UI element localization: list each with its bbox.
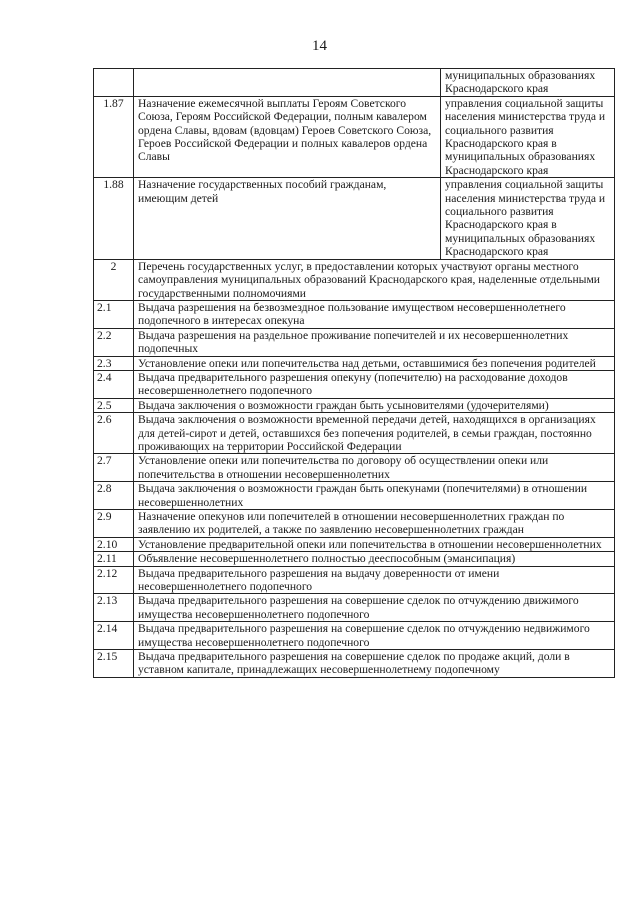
section-number: 2 bbox=[94, 259, 134, 300]
table-row bbox=[94, 482, 615, 510]
responsible-body: муниципальных образованиях Краснодарского края bbox=[441, 69, 615, 97]
service-name: Выдача предварительного разрешения на выдачу доверенности от имени несовершеннолетнего подопечного bbox=[134, 566, 615, 594]
responsible-body: управления социальной защиты населения министерства труда и социального развития Краснодарского края в муниципальных образованиях Краснодарского края bbox=[441, 96, 615, 177]
table-row bbox=[94, 96, 615, 177]
row-number: 2.15 bbox=[94, 650, 134, 678]
service-name: Установление опеки или попечительства над детьми, оставшимися без попечения родителей bbox=[134, 356, 615, 370]
table-row bbox=[94, 594, 615, 622]
section-title: Перечень государственных услуг, в предоставлении которых участвуют органы местного самоуправления муниципальных образований Краснодарского края, наделенные отдельными государственными полномочиями bbox=[134, 259, 615, 300]
services-table bbox=[93, 68, 615, 678]
row-number: 2.3 bbox=[94, 356, 134, 370]
service-name: Назначение ежемесячной выплаты Героям Советского Союза, Героям Российской Федерации, полным кавалером ордена Славы, вдовам (вдовцам) Героев Советского Союза, Героев Российской Федерации и полных кавалеров ордена Славы bbox=[134, 96, 441, 177]
service-name: Выдача заключения о возможности граждан быть опекунами (попечителями) в отношении несовершеннолетних bbox=[134, 482, 615, 510]
table-row bbox=[94, 566, 615, 594]
page-number: 14 bbox=[312, 38, 327, 54]
row-number: 2.6 bbox=[94, 413, 134, 454]
table-row bbox=[94, 510, 615, 538]
table-row bbox=[94, 178, 615, 259]
row-number: 1.88 bbox=[94, 178, 134, 259]
row-number: 2.5 bbox=[94, 398, 134, 412]
row-number: 2.12 bbox=[94, 566, 134, 594]
row-number: 1.87 bbox=[94, 96, 134, 177]
service-name: Назначение опекунов или попечителей в отношении несовершеннолетних граждан по заявлению их родителей, а также по заявлению несовершеннолетних граждан bbox=[134, 510, 615, 538]
service-name: Назначение государственных пособий гражданам, имеющим детей bbox=[134, 178, 441, 259]
table-row bbox=[94, 413, 615, 454]
service-name: Выдача предварительного разрешения на совершение сделок по отчуждению движимого имущества несовершеннолетнего подопечного bbox=[134, 594, 615, 622]
row-number: 2.8 bbox=[94, 482, 134, 510]
service-name: Выдача предварительного разрешения на совершение сделок по отчуждению недвижимого имущества несовершеннолетнего подопечного bbox=[134, 622, 615, 650]
service-name: Выдача предварительного разрешения опекуну (попечителю) на расходование доходов несовершеннолетнего подопечного bbox=[134, 370, 615, 398]
row-number: 2.14 bbox=[94, 622, 134, 650]
service-name: Установление опеки или попечительства по договору об осуществлении опеки или попечительства в отношении несовершеннолетних bbox=[134, 454, 615, 482]
row-number: 2.1 bbox=[94, 300, 134, 328]
row-number bbox=[94, 69, 134, 97]
table-row bbox=[94, 398, 615, 412]
service-name: Выдача предварительного разрешения на совершение сделок по продаже акций, доли в уставном капитале, принадлежащих несовершеннолетнему подопечному bbox=[134, 650, 615, 678]
responsible-body: управления социальной защиты населения министерства труда и социального развития Краснодарского края в муниципальных образованиях Краснодарского края bbox=[441, 178, 615, 259]
section-row bbox=[94, 259, 615, 300]
service-name: Выдача заключения о возможности граждан быть усыновителями (удочерителями) bbox=[134, 398, 615, 412]
table-row bbox=[94, 370, 615, 398]
service-name: Выдача разрешения на безвозмездное пользование имуществом несовершеннолетнего подопечного в интересах опекуна bbox=[134, 300, 615, 328]
table-row bbox=[94, 300, 615, 328]
row-number: 2.13 bbox=[94, 594, 134, 622]
service-name: Объявление несовершеннолетнего полностью дееспособным (эмансипация) bbox=[134, 552, 615, 566]
row-number: 2.2 bbox=[94, 328, 134, 356]
table-row bbox=[94, 622, 615, 650]
table-row bbox=[94, 552, 615, 566]
row-number: 2.10 bbox=[94, 537, 134, 551]
row-number: 2.9 bbox=[94, 510, 134, 538]
service-name: Выдача заключения о возможности временной передачи детей, находящихся в организациях для детей-сирот и детей, оставшихся без попечения родителей, в семьи граждан, постоянно проживающих на территории Российской Федерации bbox=[134, 413, 615, 454]
service-name: Выдача разрешения на раздельное проживание попечителей и их несовершеннолетних подопечных bbox=[134, 328, 615, 356]
row-number: 2.11 bbox=[94, 552, 134, 566]
row-number: 2.4 bbox=[94, 370, 134, 398]
table-row bbox=[94, 69, 615, 97]
table-row bbox=[94, 356, 615, 370]
table-row bbox=[94, 537, 615, 551]
service-name: Установление предварительной опеки или попечительства в отношении несовершеннолетних bbox=[134, 537, 615, 551]
service-name bbox=[134, 69, 441, 97]
row-number: 2.7 bbox=[94, 454, 134, 482]
table-row bbox=[94, 454, 615, 482]
table-row bbox=[94, 650, 615, 678]
table-row bbox=[94, 328, 615, 356]
